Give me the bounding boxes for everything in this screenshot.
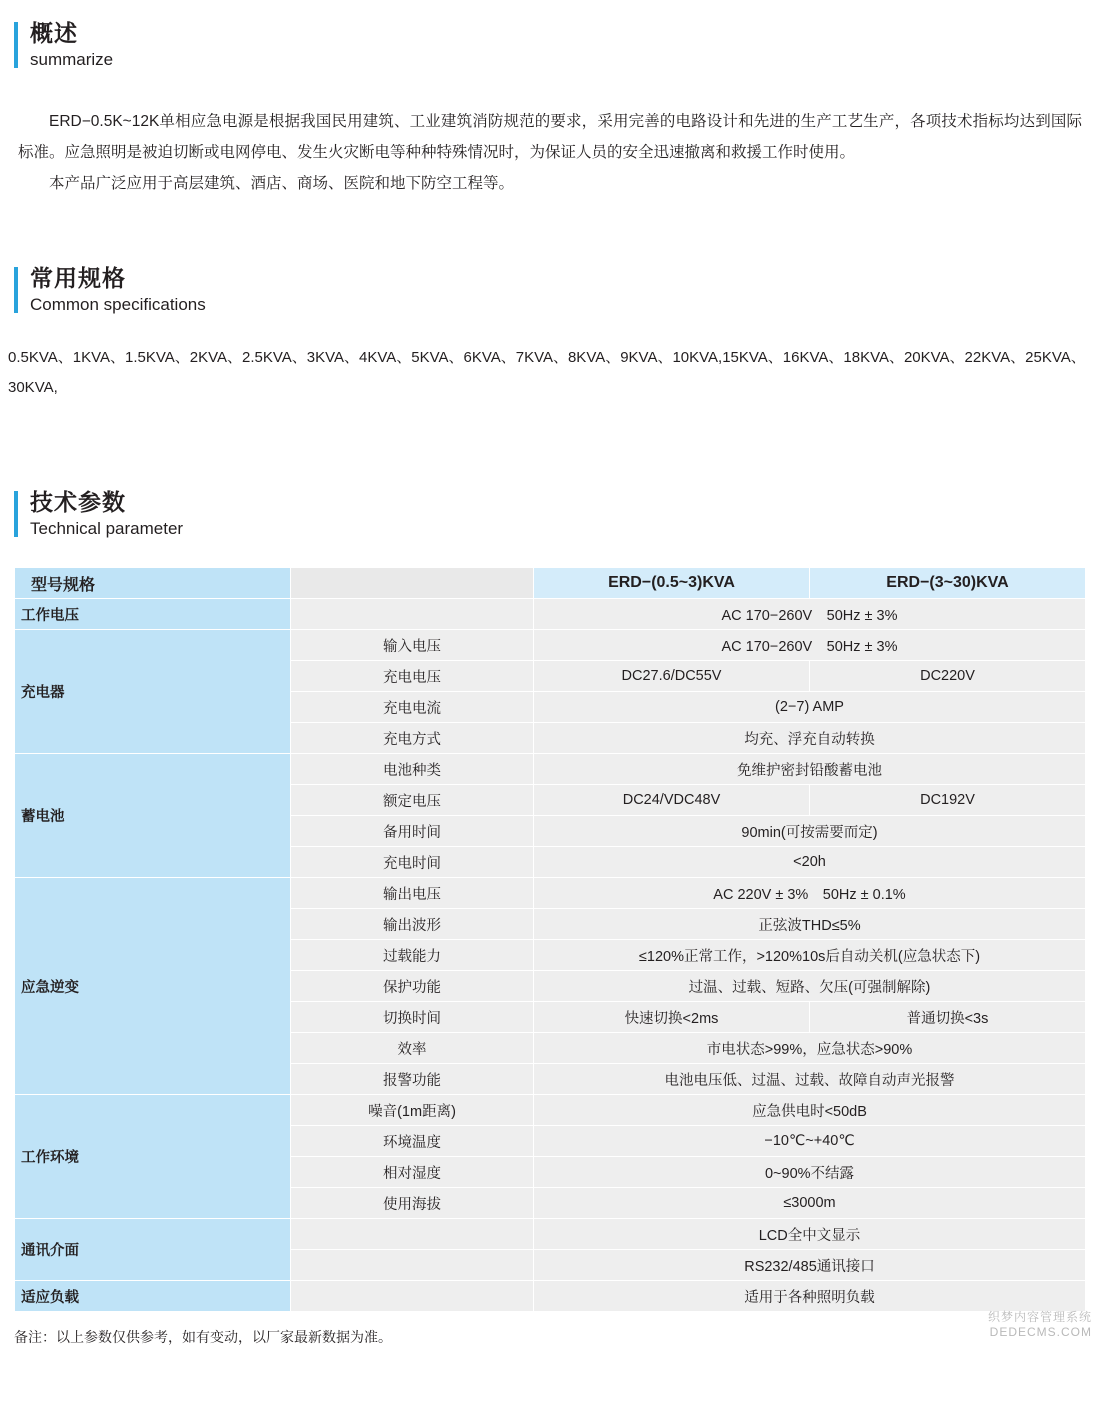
section-title-en: Technical parameter [30, 519, 184, 538]
table-row [15, 1095, 1086, 1126]
section-title-cn: 概述 [30, 20, 78, 46]
table-cell-value-model-2: DC220V [810, 661, 1086, 692]
section-title-cn: 常用规格 [30, 265, 126, 291]
technical-table-wrapper [14, 567, 1086, 1312]
table-cell-value: ≤3000m [534, 1188, 1086, 1219]
technical-parameters-table [14, 567, 1086, 1312]
table-cell-value: 0~90%不结露 [534, 1157, 1086, 1188]
table-header-model-1: ERD−(0.5~3)KVA [534, 568, 810, 599]
table-row [15, 1219, 1086, 1250]
overview-paragraph: ERD−0.5K~12K单相应急电源是根据我国民用建筑、工业建筑消防规范的要求，采用完善的电路设计和先进的生产工艺生产，各项技术指标均达到国际标准。应急照明是被迫切断或电网停电、发生火灾断电等种种特殊情况时，为保证人员的安全迅速撤离和救援工作时使用。 [18, 113, 1082, 161]
table-note: 备注：以上参数仅供参考，如有变动，以厂家最新数据为准。 [14, 1329, 392, 1345]
table-cell-subcategory [291, 1219, 534, 1250]
table-cell-value: <20h [534, 847, 1086, 878]
table-cell-subcategory: 备用时间 [291, 816, 534, 847]
table-cell-value-model-1: DC24/VDC48V [534, 785, 810, 816]
table-cell-value: 正弦波THD≤5% [534, 909, 1086, 940]
table-cell-value-model-2: DC192V [810, 785, 1086, 816]
table-cell-category: 通讯介面 [15, 1219, 291, 1281]
table-cell-value: 应急供电时<50dB [534, 1095, 1086, 1126]
table-cell-subcategory: 输出电压 [291, 878, 534, 909]
table-row [15, 878, 1086, 909]
table-cell-subcategory: 额定电压 [291, 785, 534, 816]
table-row [15, 1281, 1086, 1312]
table-cell-value: 适用于各种照明负载 [534, 1281, 1086, 1312]
section-title-en: Common specifications [30, 295, 206, 314]
table-cell-subcategory: 切换时间 [291, 1002, 534, 1033]
section-heading-overview [8, 18, 1100, 72]
table-cell-subcategory: 报警功能 [291, 1064, 534, 1095]
table-header-category: 型号规格 [15, 568, 291, 599]
table-cell-subcategory: 输入电压 [291, 630, 534, 661]
table-cell-subcategory: 环境温度 [291, 1126, 534, 1157]
overview-paragraph: 本产品广泛应用于高层建筑、酒店、商场、医院和地下防空工程等。 [49, 175, 515, 192]
overview-body [18, 106, 1082, 199]
table-cell-value-model-1: 快速切换<2ms [534, 1002, 810, 1033]
section-heading-technical [8, 487, 1100, 541]
table-cell-value: −10℃~+40℃ [534, 1126, 1086, 1157]
table-cell-value-model-2: 普通切换<3s [810, 1002, 1086, 1033]
table-cell-subcategory [291, 1281, 534, 1312]
watermark-cn: 织梦内容管理系统 [987, 1310, 1092, 1324]
section-title-cn: 技术参数 [30, 489, 126, 515]
accent-bar-icon [14, 22, 18, 68]
table-cell-subcategory: 充电电流 [291, 692, 534, 723]
table-cell-category: 工作环境 [15, 1095, 291, 1219]
table-cell-category: 应急逆变 [15, 878, 291, 1095]
watermark-en: DEDECMS.COM [989, 1325, 1092, 1339]
table-cell-category: 蓄电池 [15, 754, 291, 878]
table-cell-value: AC 170−260V 50Hz ± 3% [534, 599, 1086, 630]
section-heading-specs [8, 263, 1100, 317]
table-cell-subcategory: 使用海拔 [291, 1188, 534, 1219]
section-title-en: summarize [30, 50, 114, 69]
table-cell-subcategory: 充电电压 [291, 661, 534, 692]
table-cell-subcategory: 相对湿度 [291, 1157, 534, 1188]
table-row [15, 754, 1086, 785]
accent-bar-icon [14, 267, 18, 313]
watermark [988, 1310, 1092, 1340]
table-cell-value: ≤120%正常工作，>120%10s后自动关机(应急状态下) [534, 940, 1086, 971]
table-header-row [15, 568, 1086, 599]
table-cell-subcategory [291, 1250, 534, 1281]
table-cell-subcategory: 输出波形 [291, 909, 534, 940]
table-header-model-2: ERD−(3~30)KVA [810, 568, 1086, 599]
table-cell-value: 过温、过载、短路、欠压(可强制解除) [534, 971, 1086, 1002]
table-cell-subcategory: 保护功能 [291, 971, 534, 1002]
table-cell-subcategory: 过载能力 [291, 940, 534, 971]
spec-model-list: 0.5KVA、1KVA、1.5KVA、2KVA、2.5KVA、3KVA、4KVA、5KVA、6KVA、7KVA、8KVA、9KVA、10KVA,15KVA、16KVA、18KVA、20KVA、22KVA、25KVA、30KVA, [8, 349, 1086, 396]
table-cell-value: 电池电压低、过温、过载、故障自动声光报警 [534, 1064, 1086, 1095]
table-cell-subcategory: 噪音(1m距离) [291, 1095, 534, 1126]
table-cell-category: 工作电压 [15, 599, 291, 630]
table-row [15, 630, 1086, 661]
table-cell-value-model-1: DC27.6/DC55V [534, 661, 810, 692]
table-cell-value: AC 170−260V 50Hz ± 3% [534, 630, 1086, 661]
table-cell-value: 市电状态>99%，应急状态>90% [534, 1033, 1086, 1064]
table-cell-value: RS232/485通讯接口 [534, 1250, 1086, 1281]
table-cell-subcategory: 效率 [291, 1033, 534, 1064]
table-cell-category: 适应负载 [15, 1281, 291, 1312]
table-cell-category: 充电器 [15, 630, 291, 754]
table-cell-subcategory: 电池种类 [291, 754, 534, 785]
table-cell-value: 90min(可按需要而定) [534, 816, 1086, 847]
table-row [15, 599, 1086, 630]
table-cell-subcategory: 充电方式 [291, 723, 534, 754]
table-cell-value: AC 220V ± 3% 50Hz ± 0.1% [534, 878, 1086, 909]
table-cell-value: 免维护密封铅酸蓄电池 [534, 754, 1086, 785]
table-header-subcategory [291, 568, 534, 599]
table-cell-subcategory: 充电时间 [291, 847, 534, 878]
table-cell-value: LCD全中文显示 [534, 1219, 1086, 1250]
accent-bar-icon [14, 491, 18, 537]
table-cell-subcategory [291, 599, 534, 630]
table-cell-value: 均充、浮充自动转换 [534, 723, 1086, 754]
table-cell-value: (2−7) AMP [534, 692, 1086, 723]
